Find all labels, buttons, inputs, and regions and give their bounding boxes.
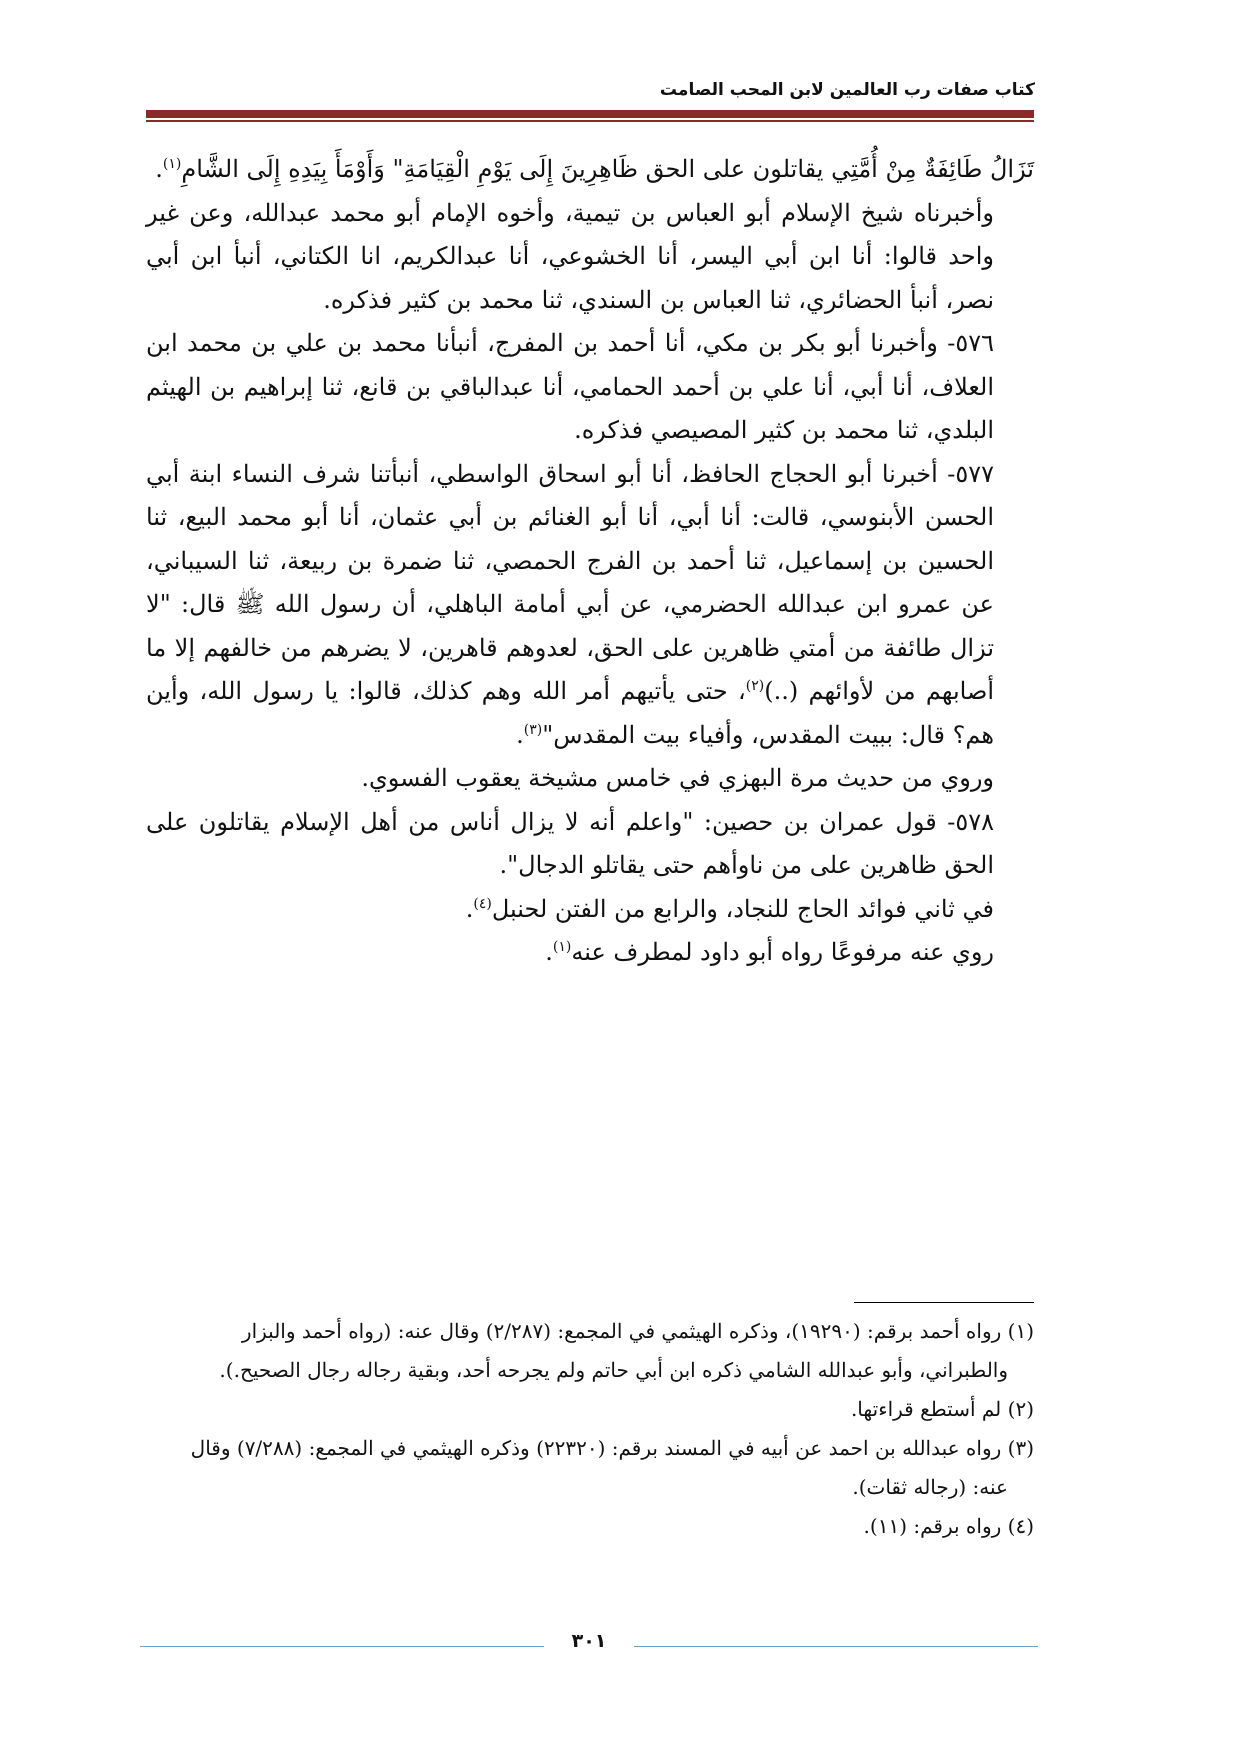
paragraph-text: روي عنه مرفوعًا رواه أبو داود لمطرف عنه [571,938,994,966]
paragraph-576: ٥٧٦- وأخبرنا أبو بكر بن مكي، أنا أحمد بن المفرج، أنبأنا محمد بن علي بن محمد ابن العلاف، أنا أبي، أنا علي بن أحمد الحمامي، أنا عبدالباقي بن قانع، ثنا إبراهيم بن الهيثم البلدي، ثنا محمد بن كثير المصيصي فذكره. [146,329,994,444]
footer-divider-right [634,1646,1038,1647]
footnote-ref: (٢) [745,678,765,694]
footnote-1-continuation: والطبراني، وأبو عبدالله الشامي ذكره ابن أبي حاتم ولم يجرحه أحد، وبقية رجاله رجال الصحيح.). [219,1358,1008,1382]
footnote-1: (١) رواه أحمد برقم: (١٩٢٩٠)، وذكره الهيثمي في المجمع: (٢/٢٨٧) وقال عنه: (رواه أحمد والبزار [241,1319,1034,1343]
footnote-ref: (٤) [473,895,492,912]
footnote-ref: (٣) [523,721,543,738]
paragraph-end: . [516,720,524,749]
page-number: ٣٠١ [571,1630,607,1652]
paragraph-end: . [155,155,163,183]
footer-divider-left [140,1646,544,1647]
footnote-4: (٤) رواه برقم: (١١). [863,1514,1034,1538]
paragraph-end: . [545,938,553,966]
footnote-3-continuation: عنه: (رجاله ثقات). [852,1475,1008,1499]
footnote-separator [854,1302,1034,1303]
paragraph-text: في ثاني فوائد الحاج للنجاد، والرابع من الفتن لحنبل [491,894,994,923]
main-text [146,148,1034,975]
paragraph-marfu-note [146,931,1034,975]
paragraph-hadith-continuation [146,148,1034,192]
paragraph-narration-note: وروي من حديث مرة البهزي في خامس مشيخة يعقوب الفسوي. [361,764,994,792]
paragraph-source-note [146,888,1034,932]
header-divider-thin [146,120,1034,122]
footnote-3: (٣) رواه عبدالله بن احمد عن أبيه في المسند برقم: (٢٢٣٢٠) وذكره الهيثمي في المجمع: (٧/٢٨٨) وقال [190,1436,1034,1460]
header-divider [146,110,1034,118]
running-header-title: كتاب صفات رب العالمين لابن المحب الصامت [659,80,1035,100]
footnote-ref: (١) [552,939,572,955]
paragraph-text: ٥٧٧- أخبرنا أبو الحجاج الحافظ، أنا أبو اسحاق الواسطي، أنبأتنا شرف النساء ابنة أبي الحسن الأبنوسي، قالت: أنا أبي، أنا أبو الغنائم بن أبي عثمان، أنا أبو محمد البيع، ثنا الحسين بن إسماعيل، ثنا أحمد بن الفرج الحمصي، ثنا ضمرة بن ربيعة، ثنا السيباني، عن عمرو ابن عبدالله الحضرمي، عن أبي أمامة الباهلي، أن رسول الله ﷺ قال: "لا تزال طائفة من أمتي ظاهرين على الحق، لعدوهم قاهرين، لا يضرهم من خالفهم إلا ما أصابهم من لأوائهم (..) [146,459,994,705]
footnote-2: (٢) لم أستطع قراءتها. [850,1397,1034,1421]
paragraph-end: . [465,894,474,923]
paragraph-577 [146,453,1034,758]
paragraph-578: ٥٧٨- قول عمران بن حصين: "واعلم أنه لا يزال أناس من أهل الإسلام يقاتلون على الحق ظاهرين على من ناوأهم حتى يقاتلو الدجال". [146,807,994,879]
footnote-ref: (١) [162,156,182,172]
paragraph-chain-ibn-taymiyya: وأخبرناه شيخ الإسلام أبو العباس بن تيمية، وأخوه الإمام أبو محمد عبدالله، وعن غير واحد قالوا: أنا ابن أبي اليسر، أنا الخشوعي، أنا عبدالكريم، انا الكتاني، أنبأ ابن أبي نصر، أنبأ الحضائري، ثنا العباس بن السندي، ثنا محمد بن كثير فذكره. [146,198,994,314]
paragraph-text: ، حتى يأتيهم أمر الله وهم كذلك، قالوا: يا رسول الله، وأين هم؟ قال: ببيت المقدس، وأفياء بيت المقدس" [146,677,994,749]
paragraph-text: تَزَالُ طَائِفَةٌ مِنْ أُمَّتِي يقاتلون على الحق ظَاهِرِينَ إِلَى يَوْمِ الْقِيَامَةِ" وَأَوْمَأَ بِيَدِهِ إِلَى الشَّامِ [181,155,1034,183]
footnotes [146,1312,1034,1546]
